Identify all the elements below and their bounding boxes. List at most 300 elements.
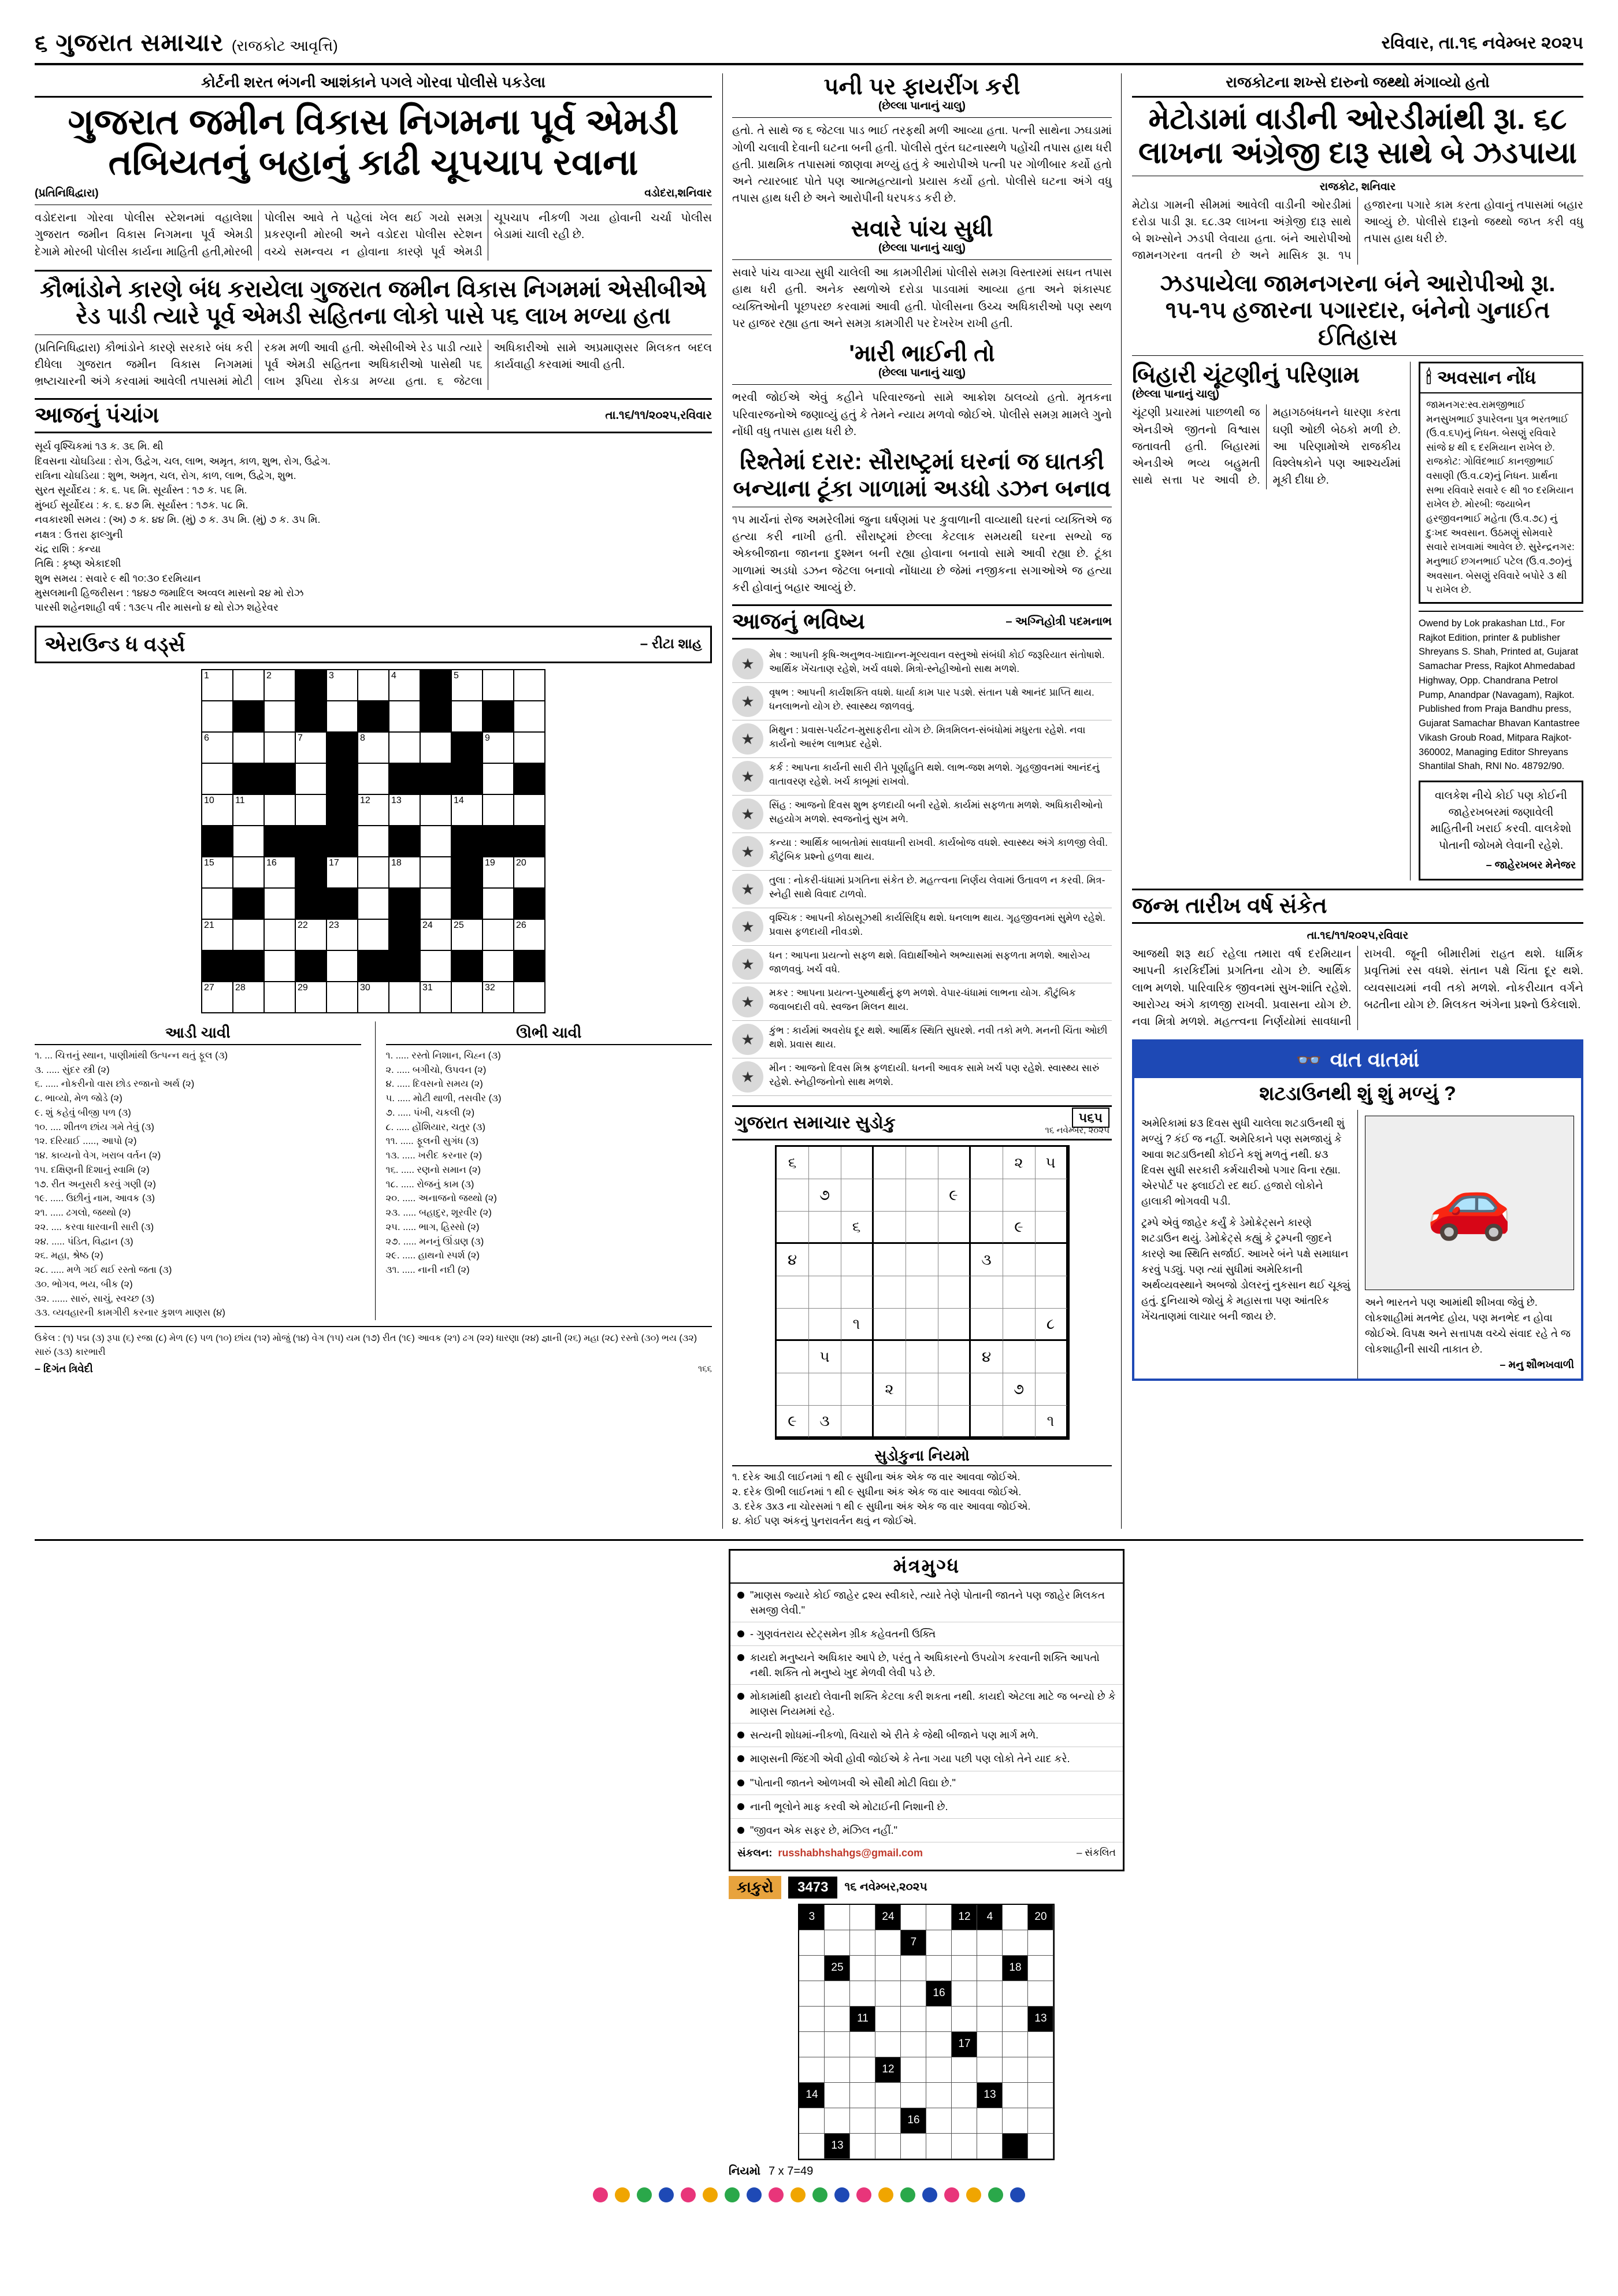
kakuro-cell[interactable] [1028, 1956, 1053, 1981]
sudoku-cell[interactable] [938, 1309, 971, 1341]
crossword-cell[interactable] [421, 889, 452, 920]
kakuro-cell[interactable] [901, 1981, 926, 2007]
mantra-contact-email[interactable]: russhabhshahgs@gmail.com [778, 1847, 923, 1859]
crossword-cell[interactable] [452, 795, 483, 826]
crossword-cell[interactable] [296, 920, 327, 951]
crossword-cell[interactable] [514, 920, 545, 951]
kakuro-cell[interactable] [926, 2108, 952, 2134]
kakuro-cell[interactable] [926, 1930, 952, 1956]
kakuro-cell[interactable] [1003, 2007, 1028, 2032]
kakuro-cell[interactable] [825, 1981, 850, 2007]
crossword-cell[interactable] [452, 889, 483, 920]
crossword-cell[interactable] [296, 951, 327, 982]
crossword-cell[interactable] [389, 951, 421, 982]
crossword-cell[interactable] [358, 889, 389, 920]
kakuro-cell[interactable] [1003, 1981, 1028, 2007]
crossword-cell[interactable] [233, 982, 265, 1013]
kakuro-cell[interactable] [926, 2134, 952, 2159]
crossword-cell[interactable] [296, 889, 327, 920]
sudoku-cell[interactable]: ૭ [1003, 1373, 1036, 1406]
sudoku-cell[interactable]: ૧ [841, 1309, 874, 1341]
crossword-cell[interactable] [514, 670, 545, 701]
crossword-cell[interactable] [421, 982, 452, 1013]
sudoku-cell[interactable] [1003, 1406, 1036, 1438]
kakuro-cell[interactable]: 7 [901, 1930, 926, 1956]
kakuro-cell[interactable] [926, 2057, 952, 2083]
kakuro-cell[interactable] [1028, 2134, 1053, 2159]
sudoku-cell[interactable] [938, 1212, 971, 1244]
kakuro-cell[interactable] [977, 2057, 1003, 2083]
kakuro-cell[interactable] [850, 2108, 875, 2134]
crossword-cell[interactable] [265, 826, 296, 857]
kakuro-cell[interactable]: 13 [825, 2134, 850, 2159]
kakuro-cell[interactable] [977, 2108, 1003, 2134]
kakuro-cell[interactable]: 20 [1028, 1905, 1053, 1930]
sudoku-cell[interactable] [809, 1373, 841, 1406]
sudoku-cell[interactable]: ૯ [938, 1179, 971, 1212]
crossword-cell[interactable] [389, 670, 421, 701]
sudoku-cell[interactable] [777, 1309, 809, 1341]
kakuro-cell[interactable] [799, 1956, 825, 1981]
kakuro-cell[interactable] [825, 1930, 850, 1956]
sudoku-cell[interactable] [938, 1147, 971, 1179]
crossword-cell[interactable] [452, 920, 483, 951]
kakuro-cell[interactable]: 12 [875, 2057, 901, 2083]
kakuro-cell[interactable] [977, 1930, 1003, 1956]
kakuro-cell[interactable] [977, 2134, 1003, 2159]
crossword-cell[interactable] [514, 951, 545, 982]
crossword-cell[interactable] [358, 826, 389, 857]
crossword-cell[interactable] [296, 701, 327, 733]
crossword-cell[interactable] [452, 701, 483, 733]
sudoku-cell[interactable]: ૨ [1003, 1147, 1036, 1179]
crossword-cell[interactable] [389, 795, 421, 826]
kakuro-cell[interactable] [799, 1981, 825, 2007]
crossword-cell[interactable] [452, 826, 483, 857]
crossword-cell[interactable] [202, 701, 233, 733]
sudoku-cell[interactable]: ૩ [809, 1406, 841, 1438]
crossword-cell[interactable] [233, 701, 265, 733]
sudoku-cell[interactable] [906, 1341, 938, 1373]
crossword-cell[interactable] [265, 982, 296, 1013]
kakuro-cell[interactable] [901, 2007, 926, 2032]
crossword-cell[interactable] [452, 764, 483, 795]
kakuro-cell[interactable] [926, 1905, 952, 1930]
crossword-cell[interactable] [514, 764, 545, 795]
sudoku-cell[interactable] [906, 1276, 938, 1309]
sudoku-cell[interactable] [841, 1179, 874, 1212]
crossword-cell[interactable] [421, 920, 452, 951]
sudoku-cell[interactable]: ૬ [777, 1147, 809, 1179]
sudoku-cell[interactable] [777, 1341, 809, 1373]
kakuro-cell[interactable] [850, 2057, 875, 2083]
crossword-cell[interactable] [202, 764, 233, 795]
sudoku-cell[interactable] [938, 1276, 971, 1309]
crossword-cell[interactable] [327, 670, 358, 701]
sudoku-cell[interactable] [938, 1406, 971, 1438]
kakuro-cell[interactable] [875, 2083, 901, 2108]
kakuro-cell[interactable] [1028, 2032, 1053, 2057]
sudoku-cell[interactable] [906, 1147, 938, 1179]
kakuro-cell[interactable] [825, 2108, 850, 2134]
crossword-cell[interactable] [202, 733, 233, 764]
sudoku-cell[interactable] [1003, 1341, 1036, 1373]
sudoku-cell[interactable]: ૩ [971, 1244, 1003, 1276]
kakuro-cell[interactable] [952, 1956, 977, 1981]
kakuro-cell[interactable] [799, 2057, 825, 2083]
sudoku-cell[interactable] [809, 1244, 841, 1276]
crossword-cell[interactable] [233, 795, 265, 826]
kakuro-cell[interactable] [1003, 1905, 1028, 1930]
sudoku-cell[interactable] [906, 1212, 938, 1244]
sudoku-cell[interactable] [906, 1244, 938, 1276]
kakuro-cell[interactable] [850, 2083, 875, 2108]
sudoku-cell[interactable]: ૨ [874, 1373, 906, 1406]
sudoku-cell[interactable] [841, 1244, 874, 1276]
sudoku-cell[interactable]: ૭ [809, 1179, 841, 1212]
kakuro-cell[interactable] [901, 2083, 926, 2108]
kakuro-cell[interactable]: 13 [977, 2083, 1003, 2108]
sudoku-cell[interactable]: ૪ [971, 1341, 1003, 1373]
crossword-cell[interactable] [265, 920, 296, 951]
kakuro-cell[interactable] [875, 1930, 901, 1956]
crossword-cell[interactable] [483, 733, 514, 764]
crossword-cell[interactable] [452, 982, 483, 1013]
sudoku-cell[interactable]: ૫ [1036, 1147, 1068, 1179]
crossword-cell[interactable] [421, 733, 452, 764]
kakuro-cell[interactable] [952, 2083, 977, 2108]
sudoku-cell[interactable] [971, 1406, 1003, 1438]
kakuro-cell[interactable] [850, 2134, 875, 2159]
crossword-cell[interactable] [327, 857, 358, 889]
sudoku-cell[interactable] [777, 1212, 809, 1244]
crossword-cell[interactable] [421, 951, 452, 982]
crossword-cell[interactable] [202, 889, 233, 920]
crossword-cell[interactable] [202, 670, 233, 701]
crossword-cell[interactable] [327, 701, 358, 733]
kakuro-cell[interactable] [926, 2007, 952, 2032]
sudoku-cell[interactable] [874, 1212, 906, 1244]
crossword-cell[interactable] [202, 795, 233, 826]
sudoku-cell[interactable] [906, 1406, 938, 1438]
kakuro-cell[interactable]: 4 [977, 1905, 1003, 1930]
crossword-cell[interactable] [265, 701, 296, 733]
kakuro-cell[interactable]: 24 [875, 1905, 901, 1930]
sudoku-cell[interactable] [1003, 1244, 1036, 1276]
sudoku-cell[interactable] [809, 1147, 841, 1179]
sudoku-cell[interactable] [906, 1179, 938, 1212]
kakuro-cell[interactable]: 14 [799, 2083, 825, 2108]
sudoku-cell[interactable] [809, 1276, 841, 1309]
sudoku-cell[interactable]: ૪ [777, 1244, 809, 1276]
crossword-cell[interactable] [483, 701, 514, 733]
kakuro-cell[interactable] [952, 1930, 977, 1956]
sudoku-cell[interactable] [971, 1309, 1003, 1341]
kakuro-cell[interactable] [825, 2007, 850, 2032]
crossword-cell[interactable] [265, 670, 296, 701]
crossword-cell[interactable] [483, 826, 514, 857]
kakuro-cell[interactable] [825, 2032, 850, 2057]
crossword-cell[interactable] [265, 764, 296, 795]
crossword-cell[interactable] [358, 857, 389, 889]
crossword-cell[interactable] [358, 764, 389, 795]
sudoku-cell[interactable] [938, 1373, 971, 1406]
kakuro-cell[interactable] [901, 1905, 926, 1930]
sudoku-cell[interactable] [1036, 1244, 1068, 1276]
kakuro-cell[interactable]: 12 [952, 1905, 977, 1930]
sudoku-cell[interactable]: ૯ [1003, 1212, 1036, 1244]
crossword-cell[interactable] [389, 701, 421, 733]
kakuro-cell[interactable] [799, 2108, 825, 2134]
sudoku-cell[interactable] [971, 1276, 1003, 1309]
kakuro-cell[interactable] [977, 1956, 1003, 1981]
sudoku-cell[interactable] [841, 1406, 874, 1438]
crossword-cell[interactable] [483, 920, 514, 951]
kakuro-cell[interactable] [875, 2032, 901, 2057]
kakuro-cell[interactable] [1003, 1930, 1028, 1956]
sudoku-cell[interactable] [777, 1179, 809, 1212]
sudoku-cell[interactable] [971, 1373, 1003, 1406]
sudoku-cell[interactable] [874, 1309, 906, 1341]
sudoku-cell[interactable] [971, 1147, 1003, 1179]
kakuro-cell[interactable] [799, 2134, 825, 2159]
crossword-cell[interactable] [327, 920, 358, 951]
crossword-cell[interactable] [233, 857, 265, 889]
crossword-cell[interactable] [358, 670, 389, 701]
crossword-cell[interactable] [358, 982, 389, 1013]
crossword-cell[interactable] [233, 733, 265, 764]
crossword-cell[interactable] [327, 982, 358, 1013]
sudoku-cell[interactable] [874, 1406, 906, 1438]
kakuro-cell[interactable] [901, 1956, 926, 1981]
crossword-cell[interactable] [452, 857, 483, 889]
crossword-cell[interactable] [514, 795, 545, 826]
sudoku-cell[interactable] [1003, 1309, 1036, 1341]
kakuro-cell[interactable] [952, 1981, 977, 2007]
kakuro-cell[interactable] [825, 2057, 850, 2083]
sudoku-cell[interactable] [906, 1373, 938, 1406]
kakuro-cell[interactable] [1003, 2108, 1028, 2134]
crossword-cell[interactable] [389, 764, 421, 795]
sudoku-cell[interactable]: ૧ [1036, 1406, 1068, 1438]
sudoku-cell[interactable]: ૫ [809, 1341, 841, 1373]
kakuro-cell[interactable] [1028, 2057, 1053, 2083]
crossword-cell[interactable] [296, 733, 327, 764]
kakuro-cell[interactable] [952, 2134, 977, 2159]
sudoku-cell[interactable] [809, 1212, 841, 1244]
crossword-cell[interactable] [483, 795, 514, 826]
crossword-cell[interactable] [452, 951, 483, 982]
crossword-cell[interactable] [358, 733, 389, 764]
crossword-cell[interactable] [514, 889, 545, 920]
sudoku-cell[interactable]: ૯ [777, 1406, 809, 1438]
kakuro-cell[interactable] [850, 1905, 875, 1930]
kakuro-cell[interactable] [825, 2083, 850, 2108]
sudoku-cell[interactable] [874, 1179, 906, 1212]
crossword-cell[interactable] [358, 795, 389, 826]
kakuro-cell[interactable] [1003, 2134, 1028, 2159]
kakuro-cell[interactable] [926, 2083, 952, 2108]
kakuro-cell[interactable] [952, 2057, 977, 2083]
sudoku-cell[interactable] [1036, 1276, 1068, 1309]
kakuro-cell[interactable] [977, 2032, 1003, 2057]
crossword-cell[interactable] [483, 889, 514, 920]
kakuro-cell[interactable] [952, 2007, 977, 2032]
crossword-cell[interactable] [233, 826, 265, 857]
crossword-cell[interactable] [389, 857, 421, 889]
kakuro-cell[interactable] [1028, 1930, 1053, 1956]
crossword-cell[interactable] [296, 826, 327, 857]
crossword-cell[interactable] [483, 670, 514, 701]
kakuro-cell[interactable] [875, 1956, 901, 1981]
crossword-cell[interactable] [265, 857, 296, 889]
sudoku-cell[interactable] [971, 1212, 1003, 1244]
crossword-cell[interactable] [265, 733, 296, 764]
crossword-cell[interactable] [514, 826, 545, 857]
crossword-cell[interactable] [421, 701, 452, 733]
sudoku-cell[interactable] [938, 1341, 971, 1373]
crossword-cell[interactable] [296, 795, 327, 826]
kakuro-cell[interactable] [926, 2032, 952, 2057]
sudoku-cell[interactable] [874, 1276, 906, 1309]
sudoku-cell[interactable] [809, 1309, 841, 1341]
kakuro-cell[interactable]: 25 [825, 1956, 850, 1981]
sudoku-cell[interactable] [971, 1179, 1003, 1212]
sudoku-cell[interactable] [841, 1276, 874, 1309]
sudoku-cell[interactable] [1036, 1373, 1068, 1406]
crossword-cell[interactable] [514, 733, 545, 764]
sudoku-cell[interactable] [874, 1341, 906, 1373]
crossword-cell[interactable] [483, 951, 514, 982]
crossword-cell[interactable] [327, 826, 358, 857]
crossword-cell[interactable] [421, 826, 452, 857]
sudoku-grid[interactable] [775, 1145, 1070, 1440]
crossword-cell[interactable] [202, 826, 233, 857]
crossword-cell[interactable] [202, 857, 233, 889]
kakuro-cell[interactable] [875, 2007, 901, 2032]
kakuro-grid[interactable] [798, 1904, 1055, 2160]
kakuro-cell[interactable] [952, 2108, 977, 2134]
kakuro-cell[interactable] [901, 2134, 926, 2159]
kakuro-cell[interactable]: 17 [952, 2032, 977, 2057]
crossword-grid[interactable] [201, 669, 545, 1013]
kakuro-cell[interactable] [799, 1930, 825, 1956]
crossword-cell[interactable] [389, 982, 421, 1013]
kakuro-cell[interactable] [850, 1981, 875, 2007]
sudoku-cell[interactable] [874, 1244, 906, 1276]
kakuro-cell[interactable] [799, 2007, 825, 2032]
kakuro-cell[interactable]: 16 [926, 1981, 952, 2007]
crossword-cell[interactable] [265, 951, 296, 982]
crossword-cell[interactable] [389, 920, 421, 951]
crossword-cell[interactable] [265, 889, 296, 920]
kakuro-cell[interactable]: 13 [1028, 2007, 1053, 2032]
sudoku-cell[interactable] [777, 1373, 809, 1406]
crossword-cell[interactable] [389, 889, 421, 920]
sudoku-cell[interactable]: ૬ [841, 1212, 874, 1244]
crossword-cell[interactable] [296, 764, 327, 795]
sudoku-cell[interactable] [906, 1309, 938, 1341]
crossword-cell[interactable] [327, 951, 358, 982]
kakuro-cell[interactable] [850, 2032, 875, 2057]
crossword-cell[interactable] [233, 920, 265, 951]
kakuro-cell[interactable] [977, 1981, 1003, 2007]
crossword-cell[interactable] [421, 795, 452, 826]
crossword-cell[interactable] [483, 982, 514, 1013]
kakuro-cell[interactable]: 16 [901, 2108, 926, 2134]
crossword-cell[interactable] [514, 701, 545, 733]
crossword-cell[interactable] [233, 764, 265, 795]
crossword-cell[interactable] [421, 857, 452, 889]
kakuro-cell[interactable] [850, 1956, 875, 1981]
sudoku-cell[interactable] [1003, 1276, 1036, 1309]
crossword-cell[interactable] [327, 733, 358, 764]
kakuro-cell[interactable] [901, 2057, 926, 2083]
kakuro-cell[interactable]: 3 [799, 1905, 825, 1930]
crossword-cell[interactable] [327, 889, 358, 920]
sudoku-cell[interactable] [1003, 1179, 1036, 1212]
kakuro-cell[interactable] [1003, 2057, 1028, 2083]
crossword-cell[interactable] [483, 764, 514, 795]
kakuro-cell[interactable] [850, 1930, 875, 1956]
kakuro-cell[interactable] [799, 2032, 825, 2057]
crossword-cell[interactable] [202, 951, 233, 982]
crossword-cell[interactable] [389, 733, 421, 764]
crossword-cell[interactable] [296, 982, 327, 1013]
sudoku-cell[interactable] [938, 1244, 971, 1276]
kakuro-cell[interactable] [875, 2134, 901, 2159]
crossword-cell[interactable] [327, 764, 358, 795]
crossword-cell[interactable] [233, 889, 265, 920]
sudoku-cell[interactable] [874, 1147, 906, 1179]
kakuro-cell[interactable] [1003, 2032, 1028, 2057]
sudoku-cell[interactable] [777, 1276, 809, 1309]
kakuro-cell[interactable]: 18 [1003, 1956, 1028, 1981]
crossword-cell[interactable] [233, 670, 265, 701]
sudoku-cell[interactable]: ૮ [1036, 1309, 1068, 1341]
crossword-cell[interactable] [202, 982, 233, 1013]
crossword-cell[interactable] [358, 951, 389, 982]
sudoku-cell[interactable] [1036, 1179, 1068, 1212]
kakuro-cell[interactable] [825, 1905, 850, 1930]
kakuro-cell[interactable] [901, 2032, 926, 2057]
kakuro-cell[interactable]: 11 [850, 2007, 875, 2032]
kakuro-cell[interactable] [875, 1981, 901, 2007]
crossword-cell[interactable] [296, 857, 327, 889]
crossword-cell[interactable] [202, 920, 233, 951]
crossword-cell[interactable] [483, 857, 514, 889]
sudoku-cell[interactable] [1036, 1212, 1068, 1244]
sudoku-cell[interactable] [841, 1341, 874, 1373]
crossword-cell[interactable] [514, 857, 545, 889]
kakuro-cell[interactable] [1003, 2083, 1028, 2108]
sudoku-cell[interactable] [841, 1373, 874, 1406]
crossword-cell[interactable] [265, 795, 296, 826]
crossword-cell[interactable] [389, 826, 421, 857]
crossword-cell[interactable] [452, 670, 483, 701]
crossword-cell[interactable] [421, 764, 452, 795]
kakuro-cell[interactable] [926, 1956, 952, 1981]
crossword-cell[interactable] [514, 982, 545, 1013]
sudoku-cell[interactable] [1036, 1341, 1068, 1373]
crossword-cell[interactable] [358, 920, 389, 951]
crossword-cell[interactable] [421, 670, 452, 701]
kakuro-cell[interactable] [1028, 1981, 1053, 2007]
sudoku-cell[interactable] [841, 1147, 874, 1179]
crossword-cell[interactable] [327, 795, 358, 826]
kakuro-cell[interactable] [1028, 2108, 1053, 2134]
kakuro-cell[interactable] [1028, 2083, 1053, 2108]
